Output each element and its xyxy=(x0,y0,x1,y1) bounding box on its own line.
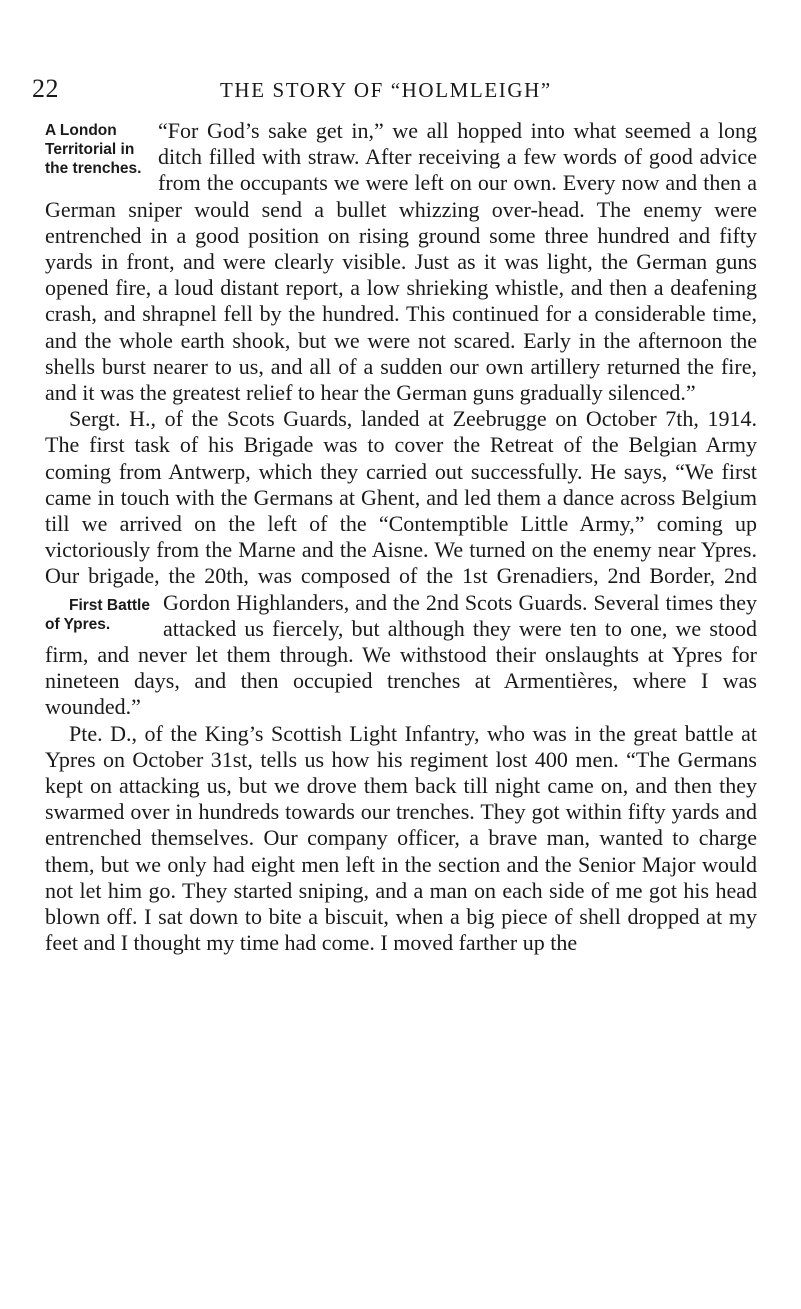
sidenote-territorial: A London Territorial in the trenches. xyxy=(45,122,142,177)
paragraph-scots-guards-text: Sergt. H., of the Scots Guards, landed at Zeebrugge on October 7th, 1914. The first task of his Brigade was to cover the Retreat of the Belgian Army coming from Antwerp, which they carried out successfully. He says, “We first came in touch with the Germans at Ghent, and led them a dance across Belgium till we arrived on the left of the “Contemptible Little Army,” coming up victoriously from the Marne and the Aisne. We turned on the enemy near Ypres. Our brigade, the 20th, was composed of the 1st Grenadiers, 2nd Border, xyxy=(45,406,757,589)
running-head xyxy=(32,74,772,104)
paragraph-kings-scottish xyxy=(45,721,757,957)
paragraph-scots-guards xyxy=(45,406,757,720)
paragraph-gunfire-text: “For God’s sake get in,” we all hopped into what seemed a long ditch filled with straw. After receiving a few words of good advice from the occupants we were left on our own. Every now and then a German sniper would send a bullet whizzing over-head. The enemy were entrenched in a good position on rising ground some three hundred and fifty yards in front, and were clearly visible. Just as it was light, the German guns opened fire, a loud distant report, a low shrieking whistle, and then a deafening crash, and shrapnel fell by the hundred. This continued for a considerable time, and the whole earth shook, but we were not scared. Early in the afternoon the shells burst nearer to us, and all of a sudden our own artillery returned the fire, and it was the greatest relief to hear the German guns gradually silenced.” xyxy=(45,118,757,406)
sidenote-ypres: First Battle of Ypres. xyxy=(45,596,150,633)
paragraph-scots-guards-text-continued: 2nd Gordon Highlanders, and the 2nd Scots Guards. Several times they attacked us fiercely, but although they were ten to one, we stood firm, and never let them through. We withstood their onslaughts at Ypres for nineteen days, and then occupied trenches at Armentières, where I was wounded.” xyxy=(45,563,758,720)
page-number: 22 xyxy=(32,74,59,103)
paragraph-kings-scottish-text: Pte. D., of the King’s Scottish Light Infantry, who was in the great battle at Ypres on October 31st, tells us how his regiment lost 400 men. “The Germans kept on attacking us, but we drove them back till night came on, and then they swarmed over in hundreds towards our trenches. They got within fifty yards and entrenched themselves. Our company officer, a brave man, wanted to charge them, but we only had eight men left in the section and the Senior Major would not let him go. They started sniping, and a man on each side of me got his head blown off. I sat down to bite a biscuit, when a big piece of shell dropped at my feet and I thought my time had come. I moved farther up the xyxy=(45,720,757,956)
body-text xyxy=(45,118,757,957)
page-header-title: THE STORY OF “HOLMLEIGH” xyxy=(220,78,552,102)
paragraph-gunfire xyxy=(45,118,757,406)
